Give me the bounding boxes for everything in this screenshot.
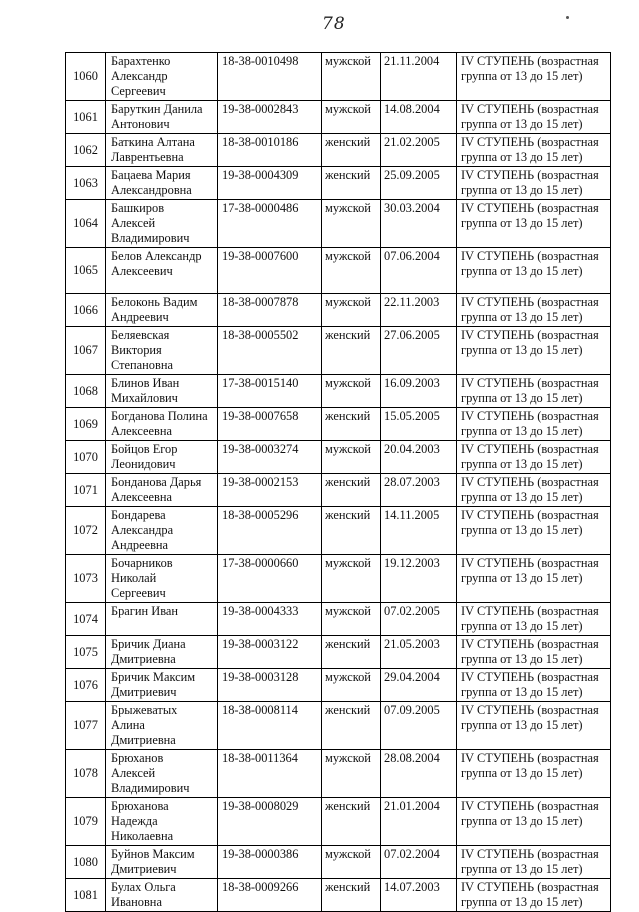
gender: мужской (322, 101, 381, 134)
uin-code: 19-38-0002843 (218, 101, 322, 134)
table-row (66, 53, 611, 101)
full-name-line: Алина (111, 718, 145, 732)
table-body (66, 53, 611, 912)
uin-code: 17-38-0000660 (218, 555, 322, 603)
row-number: 1066 (66, 294, 106, 327)
table-row (66, 636, 611, 669)
full-name-line: Бонданова Дарья (111, 475, 202, 489)
row-number: 1064 (66, 200, 106, 248)
table-row (66, 248, 611, 294)
birth-date: 14.08.2004 (381, 101, 457, 134)
age-group-line: группа от 13 до 15 лет) (461, 391, 583, 405)
age-group-line: группа от 13 до 15 лет) (461, 264, 583, 278)
birth-date: 07.09.2005 (381, 702, 457, 750)
table-row (66, 167, 611, 200)
full-name-line: Башкиров (111, 201, 165, 215)
age-group-line: группа от 13 до 15 лет) (461, 117, 583, 131)
age-group (457, 750, 611, 798)
full-name (106, 134, 218, 167)
row-number: 1065 (66, 248, 106, 294)
age-group-line: IV СТУПЕНЬ (возрастная (461, 409, 599, 423)
age-group-line: IV СТУПЕНЬ (возрастная (461, 799, 599, 813)
row-number: 1081 (66, 879, 106, 912)
full-name-line: Александровна (111, 183, 192, 197)
full-name-line: Дмитриевич (111, 862, 177, 876)
table-row (66, 846, 611, 879)
age-group (457, 441, 611, 474)
table-row (66, 603, 611, 636)
birth-date: 15.05.2005 (381, 408, 457, 441)
age-group (457, 294, 611, 327)
uin-code: 19-38-0008029 (218, 798, 322, 846)
age-group-line: группа от 13 до 15 лет) (461, 216, 583, 230)
gender: женский (322, 408, 381, 441)
gender: мужской (322, 603, 381, 636)
age-group-line: IV СТУПЕНЬ (возрастная (461, 670, 599, 684)
table-row (66, 879, 611, 912)
birth-date: 30.03.2004 (381, 200, 457, 248)
full-name-line: Алексеевна (111, 424, 172, 438)
full-name (106, 507, 218, 555)
gender: мужской (322, 53, 381, 101)
full-name-line: Брагин Иван (111, 604, 179, 618)
uin-code: 19-38-0002153 (218, 474, 322, 507)
age-group-line: IV СТУПЕНЬ (возрастная (461, 847, 599, 861)
full-name-line: Баруткин Данила (111, 102, 203, 116)
table-row (66, 134, 611, 167)
age-group (457, 167, 611, 200)
row-number: 1068 (66, 375, 106, 408)
full-name (106, 750, 218, 798)
gender: женский (322, 474, 381, 507)
full-name (106, 167, 218, 200)
uin-code: 19-38-0007658 (218, 408, 322, 441)
uin-code: 19-38-0004333 (218, 603, 322, 636)
row-number: 1063 (66, 167, 106, 200)
full-name-line: Барахтенко (111, 54, 171, 68)
age-group-line: IV СТУПЕНЬ (возрастная (461, 295, 599, 309)
age-group-line: IV СТУПЕНЬ (возрастная (461, 637, 599, 651)
gender: мужской (322, 248, 381, 294)
full-name-line: Буйнов Максим (111, 847, 195, 861)
age-group (457, 555, 611, 603)
uin-code: 18-38-0008114 (218, 702, 322, 750)
gender: мужской (322, 294, 381, 327)
full-name-line: Бондарева (111, 508, 166, 522)
age-group (457, 53, 611, 101)
age-group-line: IV СТУПЕНЬ (возрастная (461, 328, 599, 342)
full-name-line: Николай (111, 571, 157, 585)
gender: мужской (322, 846, 381, 879)
age-group-line: группа от 13 до 15 лет) (461, 343, 583, 357)
full-name-line: Баткина Алтана (111, 135, 195, 149)
full-name-line: Лаврентьевна (111, 150, 184, 164)
row-number: 1067 (66, 327, 106, 375)
birth-date: 14.07.2003 (381, 879, 457, 912)
full-name (106, 603, 218, 636)
full-name-line: Белоконь Вадим (111, 295, 198, 309)
full-name-line: Сергеевич (111, 586, 166, 600)
age-group-line: группа от 13 до 15 лет) (461, 69, 583, 83)
full-name (106, 441, 218, 474)
uin-code: 17-38-0000486 (218, 200, 322, 248)
age-group-line: IV СТУПЕНЬ (возрастная (461, 376, 599, 390)
row-number: 1080 (66, 846, 106, 879)
uin-code: 19-38-0003128 (218, 669, 322, 702)
full-name-line: Ивановна (111, 895, 162, 909)
full-name-line: Брюханов (111, 751, 164, 765)
age-group (457, 101, 611, 134)
full-name (106, 702, 218, 750)
full-name (106, 200, 218, 248)
row-number: 1073 (66, 555, 106, 603)
row-number: 1074 (66, 603, 106, 636)
uin-code: 19-38-0003274 (218, 441, 322, 474)
birth-date: 07.06.2004 (381, 248, 457, 294)
age-group-line: IV СТУПЕНЬ (возрастная (461, 703, 599, 717)
table-row (66, 375, 611, 408)
row-number: 1075 (66, 636, 106, 669)
full-name-line: Алексеевна (111, 490, 172, 504)
full-name-line: Александр (111, 69, 168, 83)
full-name (106, 375, 218, 408)
age-group-line: группа от 13 до 15 лет) (461, 895, 583, 909)
full-name-line: Дмитриевна (111, 652, 176, 666)
gender: мужской (322, 555, 381, 603)
age-group-line: группа от 13 до 15 лет) (461, 718, 583, 732)
full-name-line: Беляевская (111, 328, 170, 342)
birth-date: 20.04.2003 (381, 441, 457, 474)
age-group (457, 702, 611, 750)
full-name-line: Степановна (111, 358, 173, 372)
full-name-line: Дмитриевич (111, 685, 177, 699)
gender: мужской (322, 750, 381, 798)
full-name-line: Сергеевич (111, 84, 166, 98)
age-group (457, 134, 611, 167)
uin-code: 18-38-0005296 (218, 507, 322, 555)
age-group (457, 603, 611, 636)
age-group-line: IV СТУПЕНЬ (возрастная (461, 135, 599, 149)
age-group-line: группа от 13 до 15 лет) (461, 523, 583, 537)
birth-date: 27.06.2005 (381, 327, 457, 375)
birth-date: 28.08.2004 (381, 750, 457, 798)
full-name-line: Белов Александр (111, 249, 202, 263)
gender: женский (322, 879, 381, 912)
age-group-line: группа от 13 до 15 лет) (461, 619, 583, 633)
age-group-line: IV СТУПЕНЬ (возрастная (461, 508, 599, 522)
row-number: 1071 (66, 474, 106, 507)
age-group (457, 474, 611, 507)
age-group (457, 669, 611, 702)
age-group-line: IV СТУПЕНЬ (возрастная (461, 475, 599, 489)
row-number: 1078 (66, 750, 106, 798)
uin-code: 18-38-0009266 (218, 879, 322, 912)
birth-date: 07.02.2004 (381, 846, 457, 879)
row-number: 1062 (66, 134, 106, 167)
full-name-line: Бричик Максим (111, 670, 196, 684)
age-group-line: группа от 13 до 15 лет) (461, 183, 583, 197)
row-number: 1069 (66, 408, 106, 441)
table-row (66, 669, 611, 702)
gender: женский (322, 702, 381, 750)
uin-code: 18-38-0007878 (218, 294, 322, 327)
uin-code: 19-38-0007600 (218, 248, 322, 294)
participants-table (65, 52, 611, 912)
uin-code: 18-38-0011364 (218, 750, 322, 798)
full-name (106, 294, 218, 327)
full-name-line: Дмитриевна (111, 733, 176, 747)
table-row (66, 408, 611, 441)
full-name-line: Андреевна (111, 538, 169, 552)
full-name-line: Алексей (111, 766, 156, 780)
age-group (457, 327, 611, 375)
full-name-line: Алексей (111, 216, 156, 230)
gender: женский (322, 798, 381, 846)
age-group-line: группа от 13 до 15 лет) (461, 457, 583, 471)
birth-date: 28.07.2003 (381, 474, 457, 507)
uin-code: 18-38-0010498 (218, 53, 322, 101)
full-name (106, 879, 218, 912)
birth-date: 29.04.2004 (381, 669, 457, 702)
table-row (66, 507, 611, 555)
full-name-line: Виктория (111, 343, 162, 357)
age-group-line: группа от 13 до 15 лет) (461, 814, 583, 828)
table-row (66, 702, 611, 750)
full-name-line: Брюханова (111, 799, 169, 813)
birth-date: 21.02.2005 (381, 134, 457, 167)
age-group-line: группа от 13 до 15 лет) (461, 571, 583, 585)
gender: женский (322, 507, 381, 555)
gender: мужской (322, 375, 381, 408)
full-name-line: Владимирович (111, 781, 190, 795)
uin-code: 19-38-0004309 (218, 167, 322, 200)
birth-date: 16.09.2003 (381, 375, 457, 408)
age-group-line: IV СТУПЕНЬ (возрастная (461, 201, 599, 215)
age-group-line: группа от 13 до 15 лет) (461, 862, 583, 876)
full-name (106, 408, 218, 441)
gender: мужской (322, 200, 381, 248)
age-group (457, 375, 611, 408)
full-name-line: Блинов Иван (111, 376, 180, 390)
age-group (457, 636, 611, 669)
full-name (106, 327, 218, 375)
row-number: 1079 (66, 798, 106, 846)
age-group-line: IV СТУПЕНЬ (возрастная (461, 604, 599, 618)
birth-date: 07.02.2005 (381, 603, 457, 636)
age-group-line: группа от 13 до 15 лет) (461, 490, 583, 504)
birth-date: 19.12.2003 (381, 555, 457, 603)
age-group-line: IV СТУПЕНЬ (возрастная (461, 102, 599, 116)
age-group-line: IV СТУПЕНЬ (возрастная (461, 168, 599, 182)
table-row (66, 441, 611, 474)
full-name-line: Надежда (111, 814, 158, 828)
age-group (457, 879, 611, 912)
uin-code: 17-38-0015140 (218, 375, 322, 408)
age-group-line: IV СТУПЕНЬ (возрастная (461, 880, 599, 894)
row-number: 1060 (66, 53, 106, 101)
table-row (66, 555, 611, 603)
birth-date: 21.05.2003 (381, 636, 457, 669)
full-name-line: Бацаева Мария (111, 168, 191, 182)
full-name-line: Бричик Диана (111, 637, 186, 651)
full-name (106, 101, 218, 134)
gender: мужской (322, 669, 381, 702)
birth-date: 21.11.2004 (381, 53, 457, 101)
age-group-line: IV СТУПЕНЬ (возрастная (461, 54, 599, 68)
gender: мужской (322, 441, 381, 474)
age-group-line: группа от 13 до 15 лет) (461, 310, 583, 324)
table-row (66, 798, 611, 846)
full-name-line: Алексеевич (111, 264, 173, 278)
full-name-line: Бочарников (111, 556, 173, 570)
full-name-line: Булах Ольга (111, 880, 176, 894)
table-row (66, 200, 611, 248)
uin-code: 19-38-0003122 (218, 636, 322, 669)
full-name-line: Николаевна (111, 829, 174, 843)
row-number: 1076 (66, 669, 106, 702)
full-name (106, 53, 218, 101)
full-name (106, 248, 218, 294)
table-row (66, 101, 611, 134)
age-group-line: группа от 13 до 15 лет) (461, 652, 583, 666)
row-number: 1061 (66, 101, 106, 134)
age-group-line: IV СТУПЕНЬ (возрастная (461, 249, 599, 263)
full-name (106, 846, 218, 879)
gender: женский (322, 167, 381, 200)
age-group (457, 798, 611, 846)
full-name-line: Владимирович (111, 231, 190, 245)
table-row (66, 750, 611, 798)
uin-code: 18-38-0010186 (218, 134, 322, 167)
table-row (66, 474, 611, 507)
age-group-line: IV СТУПЕНЬ (возрастная (461, 556, 599, 570)
birth-date: 22.11.2003 (381, 294, 457, 327)
age-group-line: IV СТУПЕНЬ (возрастная (461, 442, 599, 456)
gender: женский (322, 327, 381, 375)
full-name-line: Леонидович (111, 457, 176, 471)
age-group-line: группа от 13 до 15 лет) (461, 424, 583, 438)
age-group-line: группа от 13 до 15 лет) (461, 150, 583, 164)
row-number: 1070 (66, 441, 106, 474)
birth-date: 21.01.2004 (381, 798, 457, 846)
uin-code: 18-38-0005502 (218, 327, 322, 375)
page-number: 78 (322, 14, 346, 34)
gender: женский (322, 134, 381, 167)
full-name (106, 474, 218, 507)
full-name (106, 669, 218, 702)
scan-dot (566, 16, 569, 19)
full-name (106, 636, 218, 669)
full-name-line: Богданова Полина (111, 409, 208, 423)
full-name-line: Андреевич (111, 310, 169, 324)
age-group-line: группа от 13 до 15 лет) (461, 766, 583, 780)
gender: женский (322, 636, 381, 669)
full-name (106, 798, 218, 846)
age-group-line: IV СТУПЕНЬ (возрастная (461, 751, 599, 765)
row-number: 1077 (66, 702, 106, 750)
full-name-line: Михайлович (111, 391, 178, 405)
age-group (457, 846, 611, 879)
row-number: 1072 (66, 507, 106, 555)
table-row (66, 294, 611, 327)
age-group (457, 507, 611, 555)
age-group-line: группа от 13 до 15 лет) (461, 685, 583, 699)
age-group (457, 248, 611, 294)
birth-date: 25.09.2005 (381, 167, 457, 200)
age-group (457, 200, 611, 248)
table-row (66, 327, 611, 375)
birth-date: 14.11.2005 (381, 507, 457, 555)
uin-code: 19-38-0000386 (218, 846, 322, 879)
age-group (457, 408, 611, 441)
full-name-line: Антонович (111, 117, 170, 131)
full-name-line: Брыжеватых (111, 703, 178, 717)
full-name (106, 555, 218, 603)
full-name-line: Александра (111, 523, 174, 537)
full-name-line: Бойцов Егор (111, 442, 178, 456)
